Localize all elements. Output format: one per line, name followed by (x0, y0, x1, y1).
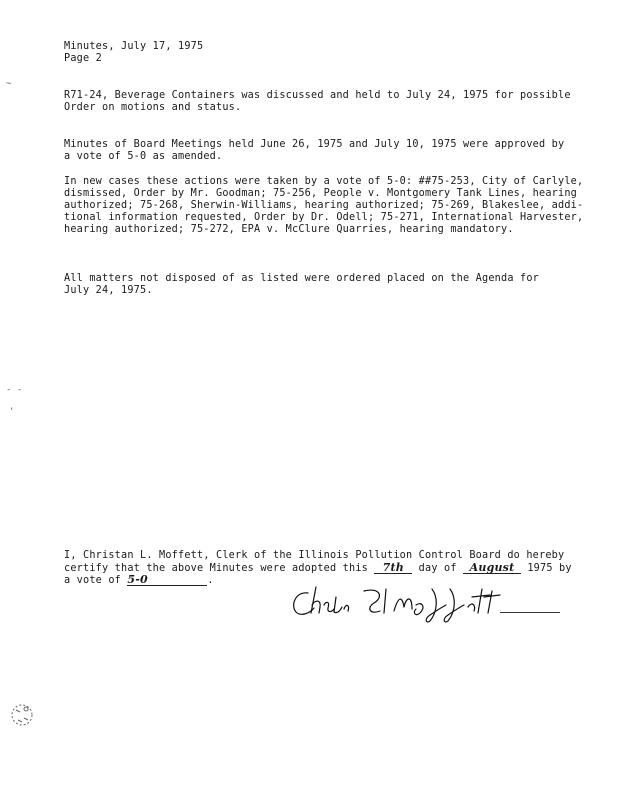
paragraph-line: authorized; 75-268, Sherwin-Williams, hearing authorized; 75-269, Blakeslee, addi- (64, 200, 584, 211)
paragraph-line: hearing authorized; 75-272, EPA v. McClure Quarries, hearing mandatory. (64, 224, 514, 235)
certification-line (64, 574, 214, 587)
certification-text: . (207, 575, 214, 586)
margin-mark: ~ (6, 79, 12, 89)
certification-text: a vote of (64, 575, 128, 586)
paragraph-line: Minutes of Board Meetings held June 26, 1975 and July 10, 1975 were approved by (64, 139, 565, 150)
day-handwritten: 7th (374, 562, 412, 574)
paragraph-line: a vote of 5-0 as amended. (64, 151, 223, 162)
certification-text: day of (412, 563, 464, 574)
signature-line (500, 612, 560, 613)
paragraph-line: dismissed, Order by Mr. Goodman; 75-256, People v. Montgomery Tank Lines, hearing (64, 188, 578, 199)
certification-text: certify that the above Minutes were adopted this (64, 563, 375, 574)
vote-handwritten: 5-0 (127, 574, 207, 586)
paragraph-line: R71-24, Beverage Containers was discussed and held to July 24, 1975 for possible (64, 90, 571, 101)
month-handwritten: August (463, 562, 521, 574)
paragraph-line: tional information requested, Order by Dr. Odell; 75-271, International Harvester, (64, 212, 584, 223)
header-page-number: Page 2 (64, 53, 103, 64)
paragraph-line: Order on motions and status. (64, 102, 242, 113)
paragraph-line: July 24, 1975. (64, 285, 153, 296)
margin-mark: - - (6, 385, 23, 395)
certification-line: I, Christan L. Moffett, Clerk of the Illinois Pollution Control Board do hereby (64, 550, 565, 561)
paragraph-line: All matters not disposed of as listed were ordered placed on the Agenda for (64, 273, 540, 284)
handwritten-signature (288, 583, 560, 623)
header-date: Minutes, July 17, 1975 (64, 41, 204, 52)
certification-text: 1975 by (521, 563, 572, 574)
stamp-mark (8, 698, 36, 732)
paragraph-line: In new cases these actions were taken by a vote of 5-0: ##75-253, City of Carlyle, (64, 176, 584, 187)
margin-mark: ' (9, 407, 15, 417)
